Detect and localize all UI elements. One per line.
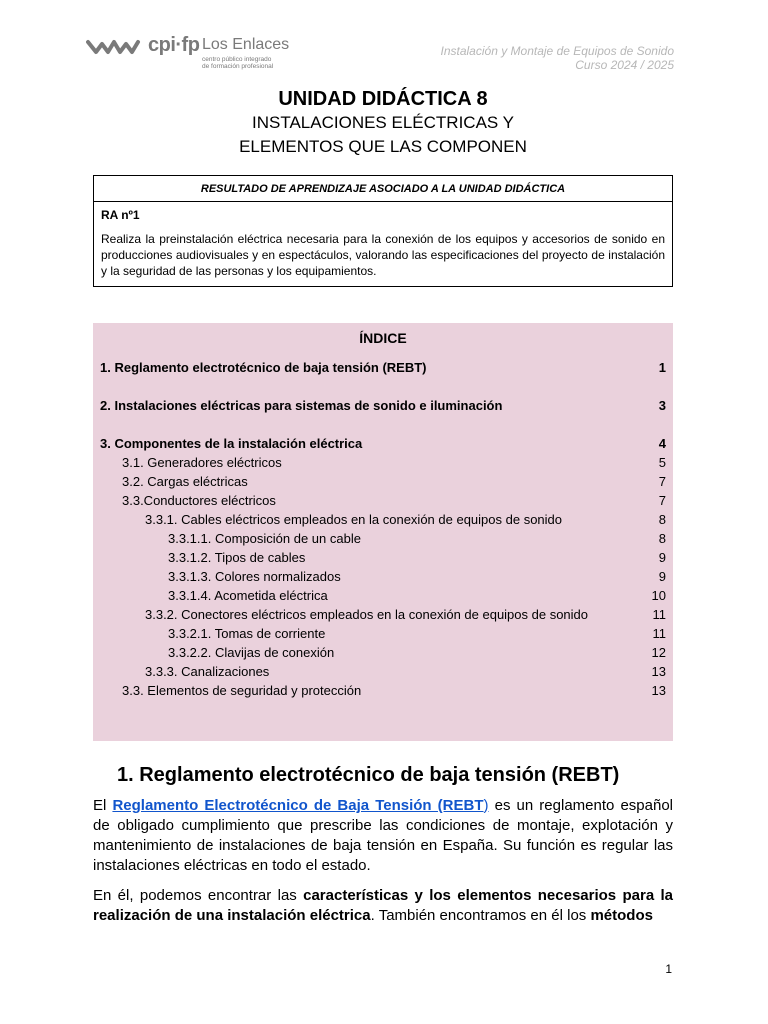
toc-entry[interactable]: 3.2. Cargas eléctricas 7 xyxy=(122,474,666,489)
learning-outcome-text: Realiza la preinstalación eléctrica necesaria para la conexión de los equipos y accesorios de sonido en producciones audiovisuales y en espectáculos, valorando las especificaciones del proyecto de instalación y la seguridad de las personas y los equipamientos. xyxy=(101,232,665,278)
unit-title: UNIDAD DIDÁCTICA 8 xyxy=(278,88,488,110)
paragraph: El Reglamento Electrotécnico de Baja Tensión (REBT) es un reglamento español de obligado cumplimiento que prescribe las condiciones de montaje, explotación y mantenimiento de instalaciones de baja tensión en España. Su función es regular las instalaciones eléctricas en todo el estado. xyxy=(93,797,673,874)
course-year: Curso 2024 / 2025 xyxy=(575,58,674,72)
toc-entry[interactable]: 3.3.2.2. Clavijas de conexión 12 xyxy=(168,645,666,660)
toc-entry[interactable]: 3.3.1. Cables eléctricos empleados en la conexión de equipos de sonido 8 xyxy=(145,512,666,527)
toc-entry[interactable]: 3.3.1.1. Composición de un cable 8 xyxy=(168,531,666,546)
toc-entry[interactable]: 3.3.3. Canalizaciones 13 xyxy=(145,664,666,679)
toc-entry[interactable]: 2. Instalaciones eléctricas para sistemas de sonido e iluminación 3 xyxy=(100,398,666,413)
toc-entry[interactable]: 3.3.1.2. Tipos de cables 9 xyxy=(168,550,666,565)
toc-entry[interactable]: 3.3.2.1. Tomas de corriente 11 xyxy=(168,626,666,641)
toc-entry[interactable]: 3.3. Elementos de seguridad y protección 13 xyxy=(122,683,666,698)
table-of-contents xyxy=(93,323,673,741)
toc-entry[interactable]: 3.3.2. Conectores eléctricos empleados en la conexión de equipos de sonido 11 xyxy=(145,607,666,622)
learning-outcome-box xyxy=(93,175,673,287)
course-name: Instalación y Montaje de Equipos de Sonido xyxy=(440,44,674,58)
logo-brand: cpi·fp xyxy=(148,34,200,56)
learning-outcome-number: RA nº1 xyxy=(101,208,140,222)
logo-school-subtitle: centro público integrado de formación profesional xyxy=(202,56,274,70)
course-info xyxy=(441,44,675,72)
toc-entry[interactable]: 1. Reglamento electrotécnico de baja tensión (REBT) 1 xyxy=(100,360,666,375)
logo-wave-icon xyxy=(86,38,144,56)
toc-entry[interactable]: 3.3.1.4. Acometida eléctrica 10 xyxy=(168,588,666,603)
rebt-link[interactable]: Reglamento Electrotécnico de Baja Tensión (REBT xyxy=(112,797,484,814)
unit-subtitle-line-2: ELEMENTOS QUE LAS COMPONEN xyxy=(239,137,527,156)
toc-entry[interactable]: 3.1. Generadores eléctricos 5 xyxy=(122,455,666,470)
section-heading: 1. Reglamento electrotécnico de baja tensión (REBT) xyxy=(117,764,620,786)
logo-school-name: Los Enlaces xyxy=(202,36,290,53)
school-logo xyxy=(86,34,296,78)
unit-subtitle-line-1: INSTALACIONES ELÉCTRICAS Y xyxy=(252,113,514,132)
paragraph: En él, podemos encontrar las características y los elementos necesarios para la realización de una instalación eléctrica. También encontramos en él los métodos xyxy=(93,887,674,924)
learning-outcome-heading: RESULTADO DE APRENDIZAJE ASOCIADO A LA UNIDAD DIDÁCTICA xyxy=(94,176,672,202)
toc-entry[interactable]: 3.3.1.3. Colores normalizados 9 xyxy=(168,569,666,584)
index-title: ÍNDICE xyxy=(359,330,407,346)
toc-entry[interactable]: 3.3.Conductores eléctricos 7 xyxy=(122,493,666,508)
page-number: 1 xyxy=(665,962,672,976)
toc-entry[interactable]: 3. Componentes de la instalación eléctrica 4 xyxy=(100,436,666,451)
title-block xyxy=(92,88,674,158)
